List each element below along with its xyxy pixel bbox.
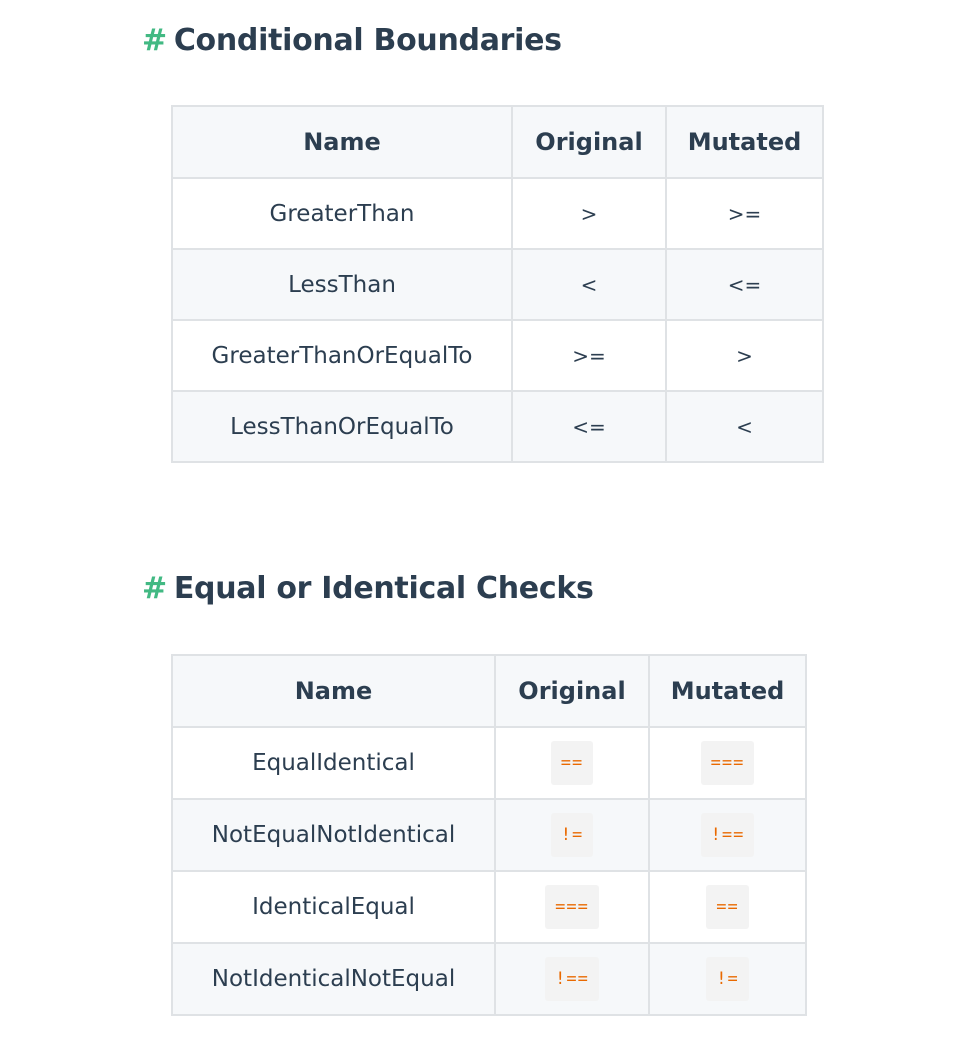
cell-name: EqualIdentical bbox=[172, 727, 495, 799]
heading-title: Equal or Identical Checks bbox=[173, 571, 594, 606]
inline-code: !== bbox=[701, 813, 755, 857]
operator-text: < bbox=[580, 272, 598, 297]
column-header-original: Original bbox=[512, 106, 666, 178]
section-heading bbox=[142, 18, 562, 64]
operator-text: >= bbox=[727, 201, 762, 226]
inline-code: !== bbox=[545, 957, 599, 1001]
inline-code: == bbox=[551, 741, 593, 785]
table-header-row bbox=[172, 655, 806, 727]
cell-mutated bbox=[666, 391, 823, 462]
cell-mutated bbox=[649, 871, 806, 943]
table-row bbox=[172, 249, 823, 320]
cell-original bbox=[495, 943, 649, 1015]
column-header-name: Name bbox=[172, 655, 495, 727]
heading-title: Conditional Boundaries bbox=[173, 23, 562, 58]
cell-mutated bbox=[649, 727, 806, 799]
table-row bbox=[172, 943, 806, 1015]
cell-original bbox=[495, 727, 649, 799]
column-header-mutated: Mutated bbox=[649, 655, 806, 727]
cell-original bbox=[512, 320, 666, 391]
cell-mutated bbox=[649, 799, 806, 871]
table-row bbox=[172, 727, 806, 799]
cell-name: GreaterThanOrEqualTo bbox=[172, 320, 512, 391]
column-header-mutated: Mutated bbox=[666, 106, 823, 178]
cell-name: LessThanOrEqualTo bbox=[172, 391, 512, 462]
cell-mutated bbox=[666, 178, 823, 249]
column-header-original: Original bbox=[495, 655, 649, 727]
operator-text: > bbox=[736, 343, 753, 368]
operator-text: < bbox=[736, 414, 753, 439]
heading-anchor-link[interactable]: # bbox=[142, 23, 167, 58]
cell-name: IdenticalEqual bbox=[172, 871, 495, 943]
operator-text: <= bbox=[572, 414, 606, 439]
table-header-row bbox=[172, 106, 823, 178]
table-row bbox=[172, 178, 823, 249]
table-row bbox=[172, 799, 806, 871]
operator-text: <= bbox=[727, 272, 762, 297]
cell-original bbox=[495, 871, 649, 943]
operator-text: >= bbox=[572, 343, 606, 368]
cell-mutated bbox=[666, 249, 823, 320]
operator-text: > bbox=[580, 201, 598, 226]
cell-original bbox=[512, 391, 666, 462]
section-heading bbox=[142, 566, 594, 612]
mutators-table bbox=[171, 105, 824, 463]
table-row bbox=[172, 320, 823, 391]
mutators-table bbox=[171, 654, 807, 1016]
cell-mutated bbox=[649, 943, 806, 1015]
cell-name: NotIdenticalNotEqual bbox=[172, 943, 495, 1015]
cell-original bbox=[512, 178, 666, 249]
inline-code: === bbox=[545, 885, 599, 929]
inline-code: != bbox=[551, 813, 593, 857]
inline-code: === bbox=[701, 741, 755, 785]
heading-anchor-link[interactable]: # bbox=[142, 571, 167, 606]
inline-code: == bbox=[706, 885, 748, 929]
inline-code: != bbox=[706, 957, 748, 1001]
cell-name: GreaterThan bbox=[172, 178, 512, 249]
cell-mutated bbox=[666, 320, 823, 391]
table-row bbox=[172, 871, 806, 943]
cell-original bbox=[495, 799, 649, 871]
cell-name: LessThan bbox=[172, 249, 512, 320]
table-row bbox=[172, 391, 823, 462]
column-header-name: Name bbox=[172, 106, 512, 178]
cell-name: NotEqualNotIdentical bbox=[172, 799, 495, 871]
cell-original bbox=[512, 249, 666, 320]
